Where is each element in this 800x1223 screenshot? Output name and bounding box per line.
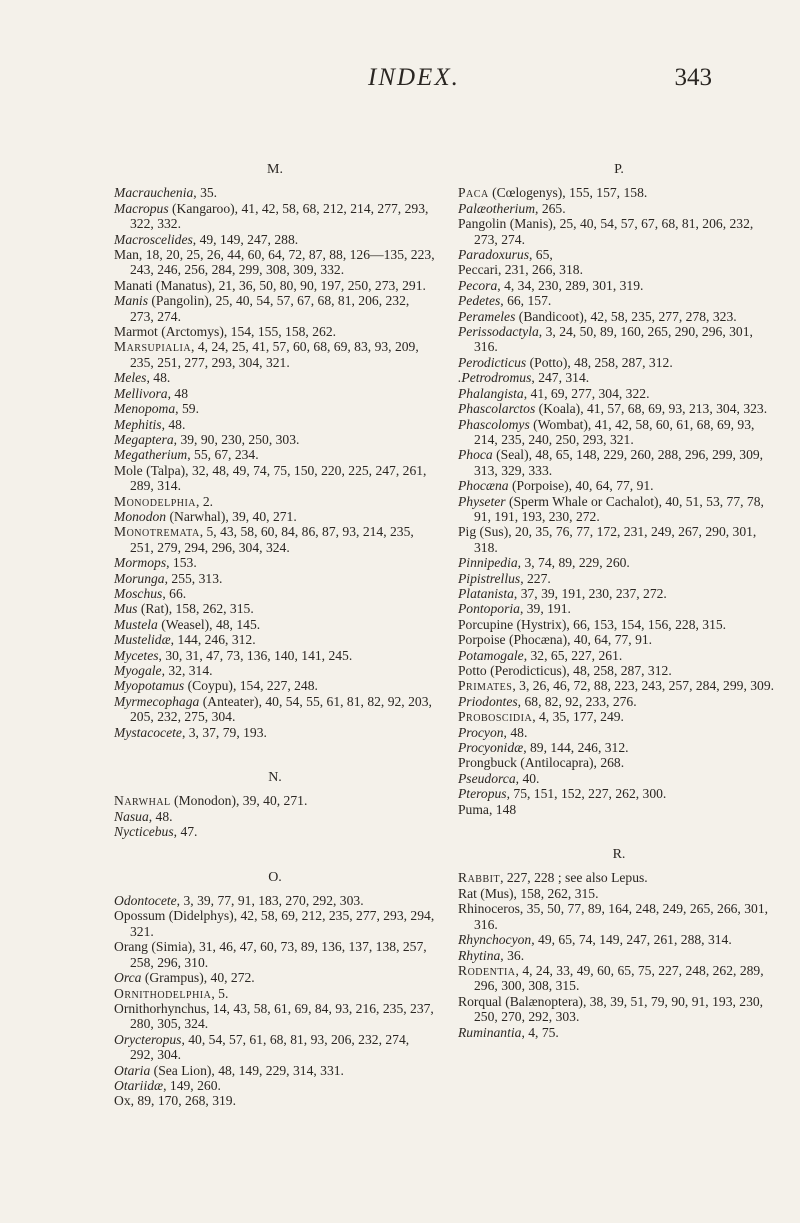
index-refs: , 49, 65, 74, 149, 247, 261, 288, 314. (531, 932, 732, 948)
index-term: Pontoporia (458, 601, 520, 617)
index-refs: , 149, 260. (163, 1077, 221, 1093)
index-entry (114, 293, 436, 324)
index-refs: (Simia), 31, 46, 47, 60, 73, 89, 136, 137, 138, 257, 258, 296, 310. (130, 939, 427, 970)
index-term: Macrauchenia (114, 185, 194, 201)
index-refs: (Seal), 48, 65, 148, 229, 260, 288, 296, 299, 309, 313, 329, 333. (474, 447, 764, 478)
index-refs: (Mus), 158, 262, 315. (476, 885, 599, 901)
index-term: Mustela (114, 616, 158, 632)
index-refs: , 59. (175, 401, 199, 417)
index-term: Procyonidæ (458, 740, 524, 756)
index-refs: (Kangaroo), 41, 42, 58, 68, 212, 214, 277, 293, 322, 332. (130, 200, 429, 232)
index-entry (458, 755, 780, 770)
index-entry (114, 494, 436, 509)
index-refs: , 68, 82, 92, 233, 276. (517, 693, 637, 709)
index-refs: , 3, 26, 46, 72, 88, 223, 243, 257, 284, 299, 309. (512, 678, 775, 694)
index-refs: (Porpoise), 40, 64, 77, 91. (508, 478, 654, 494)
index-term: Megatherium (114, 447, 188, 463)
index-refs: , 65, (529, 247, 553, 263)
index-entry (458, 886, 780, 901)
index-entry (458, 663, 780, 678)
index-entry (458, 948, 780, 963)
index-term: Peccari (458, 262, 498, 278)
index-entry (458, 586, 780, 601)
index-term: Mole (114, 462, 143, 478)
index-term: Pangolin (458, 216, 507, 232)
index-refs: (Bandicoot), 42, 58, 235, 277, 278, 323. (515, 308, 737, 324)
index-entry (458, 386, 780, 401)
index-term: Macroscelides (114, 231, 193, 247)
index-entry (458, 771, 780, 786)
index-term: Phocæna (458, 478, 509, 494)
index-refs: , 49, 149, 247, 288. (192, 231, 299, 247)
index-entry (114, 986, 436, 1001)
index-term: Ornithodelphia (114, 985, 212, 1001)
index-term: Paca (458, 185, 489, 201)
index-entry (114, 524, 436, 555)
index-term: Perissodactyla (458, 324, 539, 340)
index-entry (458, 370, 780, 385)
index-entry (458, 802, 780, 817)
index-refs: , 30, 31, 47, 73, 136, 140, 141, 245. (158, 647, 353, 663)
index-entry (458, 740, 780, 755)
index-term: Phalangista (458, 385, 524, 401)
index-entry (458, 617, 780, 632)
index-refs: , 40, 54, 57, 61, 68, 81, 93, 206, 232, 274, 292, 304. (130, 1031, 410, 1063)
index-refs: (Anteater), 40, 54, 55, 61, 81, 82, 92, 203, 205, 232, 275, 304. (130, 693, 432, 725)
index-entry (114, 555, 436, 570)
index-refs: (Hystrix), 66, 153, 154, 156, 228, 315. (513, 616, 727, 632)
index-entry (114, 663, 436, 678)
index-entry (114, 417, 436, 432)
index-refs: , 3, 74, 89, 229, 260. (517, 555, 630, 571)
index-entry (114, 908, 436, 939)
index-entry (114, 232, 436, 247)
index-entry (114, 617, 436, 632)
index-refs: (Rat), 158, 262, 315. (137, 601, 254, 617)
index-refs: (Pangolin), 25, 40, 54, 57, 67, 68, 81, 206, 232, 273, 274. (130, 293, 410, 324)
index-refs: (Monodon), 39, 40, 271. (170, 793, 308, 809)
index-term: Nasua (114, 808, 149, 824)
index-entry (458, 709, 780, 724)
index-refs: , 144, 246, 312. (170, 632, 256, 648)
index-term: Myogale (114, 663, 162, 678)
index-refs: , 37, 39, 191, 230, 237, 272. (513, 585, 667, 601)
index-term: Rhinoceros (458, 901, 520, 917)
index-term: Mus (114, 601, 138, 617)
index-entry (458, 786, 780, 801)
index-refs: , 3, 24, 50, 89, 160, 265, 290, 296, 301, 316. (474, 324, 753, 355)
index-term: Marsupialia (114, 339, 192, 355)
index-entry (114, 386, 436, 401)
index-refs: , 89, 170, 268, 319. (130, 1093, 236, 1109)
index-entry (114, 463, 436, 494)
index-entry (114, 648, 436, 663)
index-refs: , 36. (500, 947, 525, 963)
index-refs: , 3, 39, 77, 91, 183, 270, 292, 303. (176, 893, 364, 909)
index-refs: (Manis), 25, 40, 54, 57, 67, 68, 81, 206, 232, 273, 274. (474, 216, 754, 247)
index-entry (114, 447, 436, 462)
index-entry (458, 417, 780, 448)
index-refs: , 255, 313. (164, 570, 223, 586)
index-term: Phascolarctos (458, 401, 536, 417)
index-term: Pedetes (458, 293, 501, 309)
index-entry (458, 401, 780, 416)
index-refs: , 5. (211, 985, 229, 1001)
index-refs: , 4, 75. (521, 1024, 559, 1040)
index-entry (114, 939, 436, 970)
index-entry (114, 725, 436, 740)
index-term: Puma (458, 801, 489, 817)
index-entry (114, 809, 436, 824)
index-refs: , 227, 228 ; see also Lepus. (500, 870, 648, 886)
index-entry (458, 309, 780, 324)
index-term: Proboscidia (458, 709, 533, 725)
index-term: Rhynchocyon (458, 932, 532, 948)
index-term: Mystacocete (114, 724, 182, 740)
index-entry (114, 401, 436, 416)
index-refs: , 48. (503, 724, 528, 740)
index-refs: (Arctomys), 154, 155, 158, 262. (157, 324, 337, 340)
index-entry (458, 247, 780, 262)
index-refs: (Cœlogenys), 155, 157, 158. (488, 185, 648, 201)
index-term: Nycticebus (114, 824, 174, 840)
index-entry (458, 216, 780, 247)
index-entry (458, 963, 780, 994)
index-entry (458, 870, 780, 885)
index-term: Orang (114, 939, 148, 955)
index-term: Phascolomys (458, 416, 530, 432)
index-refs: , 48. (148, 808, 173, 824)
index-term: Otaria (114, 1062, 151, 1078)
index-term: Physeter (458, 493, 506, 509)
index-refs: (Wombat), 41, 42, 58, 60, 61, 68, 69, 93, 214, 235, 240, 250, 293, 321. (474, 416, 755, 447)
index-term: Potto (458, 663, 487, 678)
index-entry (114, 793, 436, 808)
index-refs: , 18, 20, 25, 26, 44, 60, 64, 72, 87, 88, 126—135, 223, 243, 246, 256, 284, 299, 308, 309, 332. (130, 247, 435, 278)
index-term: Rabbit (458, 870, 501, 886)
index-term: Primates (458, 678, 513, 694)
index-term: Myrmecophaga (114, 693, 200, 709)
index-refs: , 48. (161, 416, 186, 432)
index-refs: , 47. (173, 824, 198, 840)
section-letter: R. (612, 847, 626, 863)
index-refs: , 5, 43, 58, 60, 84, 86, 87, 93, 214, 235, 251, 279, 294, 296, 304, 324. (130, 524, 414, 555)
index-entry (458, 293, 780, 308)
index-refs: , 265. (535, 200, 566, 216)
index-refs: , 4, 35, 177, 249. (532, 709, 624, 725)
index-term: Palæotherium (458, 200, 536, 216)
index-refs: , 247, 314. (531, 370, 590, 386)
index-term: Narwhal (114, 793, 171, 809)
page-number: 343 (674, 64, 712, 91)
index-term: Manati (114, 277, 153, 293)
index-refs: (Sperm Whale or Cachalot), 40, 51, 53, 77, 78, 91, 191, 193, 230, 272. (474, 493, 764, 524)
index-refs: (Potto), 48, 258, 287, 312. (526, 354, 673, 370)
index-term: Menopoma (114, 401, 176, 417)
index-refs: , 32, 65, 227, 261. (523, 647, 623, 663)
index-refs: (Coypu), 154, 227, 248. (184, 678, 318, 694)
index-entry (114, 1001, 436, 1032)
index-refs: , 35. (193, 185, 218, 201)
index-entry (114, 278, 436, 293)
index-term: Pseudorca (458, 770, 516, 786)
section-letter: P. (614, 162, 624, 177)
index-entry (114, 893, 436, 908)
index-entry (458, 524, 780, 555)
index-term: Orca (114, 970, 142, 986)
index-entry (114, 678, 436, 693)
index-refs: (Balænoptera), 38, 39, 51, 79, 90, 91, 193, 230, 250, 270, 292, 303. (474, 993, 764, 1025)
index-refs: (Talpa), 32, 48, 49, 74, 75, 150, 220, 225, 247, 261, 289, 314. (130, 462, 427, 494)
index-refs: , 66, 157. (500, 293, 552, 309)
index-term: Mephitis (114, 416, 162, 432)
index-term: Rodentia (458, 962, 516, 978)
index-term: Pteropus (458, 786, 507, 802)
index-refs: , 39, 90, 230, 250, 303. (173, 431, 300, 447)
index-refs: , 55, 67, 234. (187, 447, 259, 463)
index-refs: , 148 (488, 801, 517, 817)
index-refs: , 35, 50, 77, 89, 164, 248, 249, 265, 266, 301, 316. (474, 901, 769, 932)
index-entry (114, 324, 436, 339)
index-term: Myopotamus (114, 678, 185, 694)
index-column-left (114, 162, 436, 1109)
index-term: Megaptera (114, 431, 174, 447)
index-refs: , 4, 24, 33, 49, 60, 65, 75, 227, 248, 262, 289, 296, 300, 308, 315. (474, 962, 764, 994)
index-entry (114, 201, 436, 232)
index-entry (114, 370, 436, 385)
index-refs: , 14, 43, 58, 61, 69, 84, 93, 216, 235, 237, 280, 305, 324. (130, 1000, 434, 1032)
section-letter: O. (268, 869, 282, 885)
index-term: Prongbuck (458, 755, 517, 771)
index-refs: (Weasel), 48, 145. (157, 616, 261, 632)
index-term: Man (114, 247, 139, 263)
index-entry (114, 586, 436, 601)
index-term: Pig (458, 524, 477, 540)
index-term: Platanista (458, 585, 514, 601)
section-letter: M. (267, 162, 283, 177)
index-entry (458, 932, 780, 947)
index-term: Paradoxurus (458, 247, 529, 263)
index-term: Porcupine (458, 616, 514, 632)
index-entry (458, 555, 780, 570)
index-entry (458, 447, 780, 478)
index-term: Orycteropus (114, 1031, 182, 1047)
index-term: Odontocete (114, 893, 177, 909)
index-term: Ox (114, 1093, 131, 1109)
index-entry (114, 247, 436, 278)
index-entry (114, 1078, 436, 1093)
index-term: Opossum (114, 908, 166, 924)
index-refs: , 3, 37, 79, 193. (181, 724, 267, 740)
index-refs: , 4, 34, 230, 289, 301, 319. (497, 277, 644, 293)
index-entry (458, 355, 780, 370)
index-refs: (Koala), 41, 57, 68, 69, 93, 213, 304, 323. (535, 401, 768, 417)
index-entry (114, 1032, 436, 1063)
index-entry (114, 694, 436, 725)
index-term: Rat (458, 885, 477, 901)
index-term: Perameles (458, 308, 516, 324)
index-entry (458, 1025, 780, 1040)
index-entry (114, 1093, 436, 1108)
index-refs: (Antilocapra), 268. (516, 755, 625, 771)
index-entry (458, 185, 780, 200)
index-entry (458, 571, 780, 586)
index-term: Mellivora (114, 385, 168, 401)
index-refs: , 4, 24, 25, 41, 57, 60, 68, 69, 83, 93, 209, 235, 251, 277, 293, 304, 321. (130, 339, 419, 370)
index-term: Manis (114, 293, 148, 309)
index-term: Monodelphia (114, 493, 197, 509)
index-refs: , 41, 69, 277, 304, 322. (523, 385, 650, 401)
index-term: Moschus (114, 585, 163, 601)
index-term: Porpoise (458, 632, 506, 648)
index-refs: (Didelphys), 42, 58, 69, 212, 235, 277, 293, 294, 321. (130, 908, 435, 939)
index-entry (458, 725, 780, 740)
index-entry (458, 632, 780, 647)
index-column-right (458, 162, 780, 1040)
index-entry (114, 632, 436, 647)
index-term: Pinnipedia (458, 555, 518, 571)
index-entry (458, 262, 780, 277)
index-refs: , 2. (196, 493, 214, 509)
index-refs: (Grampus), 40, 272. (141, 970, 255, 986)
index-entry (458, 694, 780, 709)
index-term: Monotremata (114, 524, 200, 540)
index-refs: (Sea Lion), 48, 149, 229, 314, 331. (150, 1062, 344, 1078)
index-term: Phoca (458, 447, 493, 463)
index-refs: (Perodicticus), 48, 258, 287, 312. (486, 663, 672, 678)
index-refs: , 48. (146, 370, 171, 386)
index-refs: , 231, 266, 318. (498, 262, 583, 278)
index-refs: , 89, 144, 246, 312. (523, 740, 629, 756)
index-refs: , 227. (520, 570, 551, 586)
index-entry (114, 339, 436, 370)
index-refs: (Manatus), 21, 36, 50, 80, 90, 197, 250, 273, 291. (152, 277, 426, 293)
index-term: Potamogale (458, 647, 524, 663)
index-entry (114, 432, 436, 447)
index-refs: , 48 (167, 385, 188, 401)
index-refs: (Phocæna), 40, 64, 77, 91. (505, 632, 653, 648)
index-refs: , 32, 314. (161, 663, 213, 678)
index-refs: , 40. (515, 770, 540, 786)
index-entry (458, 201, 780, 216)
index-entry (114, 601, 436, 616)
index-term: Meles (114, 370, 147, 386)
section-letter: N. (268, 770, 282, 786)
index-entry (114, 571, 436, 586)
index-entry (458, 601, 780, 616)
index-entry (114, 185, 436, 200)
index-refs: (Sus), 20, 35, 76, 77, 172, 231, 249, 267, 290, 301, 318. (474, 524, 757, 555)
index-term: Marmot (114, 324, 158, 340)
index-entry (458, 324, 780, 355)
index-entry (458, 478, 780, 493)
page-header (0, 0, 800, 150)
index-entry (114, 970, 436, 985)
index-refs: , 75, 151, 152, 227, 262, 300. (506, 786, 667, 802)
index-refs: , 39, 191. (519, 601, 571, 617)
index-term: .Petrodromus (458, 370, 532, 386)
index-refs: , 66. (162, 585, 187, 601)
index-entry (458, 278, 780, 293)
index-refs: (Narwhal), 39, 40, 271. (166, 508, 297, 524)
index-entry (458, 994, 780, 1025)
index-term: Morunga (114, 570, 165, 586)
index-entry (458, 648, 780, 663)
index-term: Perodicticus (458, 354, 527, 370)
index-term: Pecora (458, 277, 498, 293)
index-term: Pipistrellus (458, 570, 521, 586)
running-title: INDEX. (368, 64, 460, 91)
index-entry (114, 1063, 436, 1078)
index-term: Otariidæ (114, 1077, 164, 1093)
index-term: Rorqual (458, 993, 502, 1009)
index-term: Procyon (458, 724, 504, 740)
index-term: Monodon (114, 508, 167, 524)
index-entry (114, 824, 436, 839)
index-term: Rhytina (458, 947, 501, 963)
index-entry (458, 901, 780, 932)
index-term: Mormops (114, 555, 167, 571)
index-refs: , 153. (166, 555, 197, 571)
index-term: Ruminantia (458, 1024, 522, 1040)
index-term: Macropus (114, 200, 169, 216)
index-term: Mycetes (114, 647, 159, 663)
index-term: Priodontes (458, 693, 518, 709)
index-entry (458, 678, 780, 693)
index-term: Mustelidæ (114, 632, 171, 648)
index-entry (114, 509, 436, 524)
index-term: Ornithorhynchus (114, 1000, 207, 1016)
index-entry (458, 494, 780, 525)
